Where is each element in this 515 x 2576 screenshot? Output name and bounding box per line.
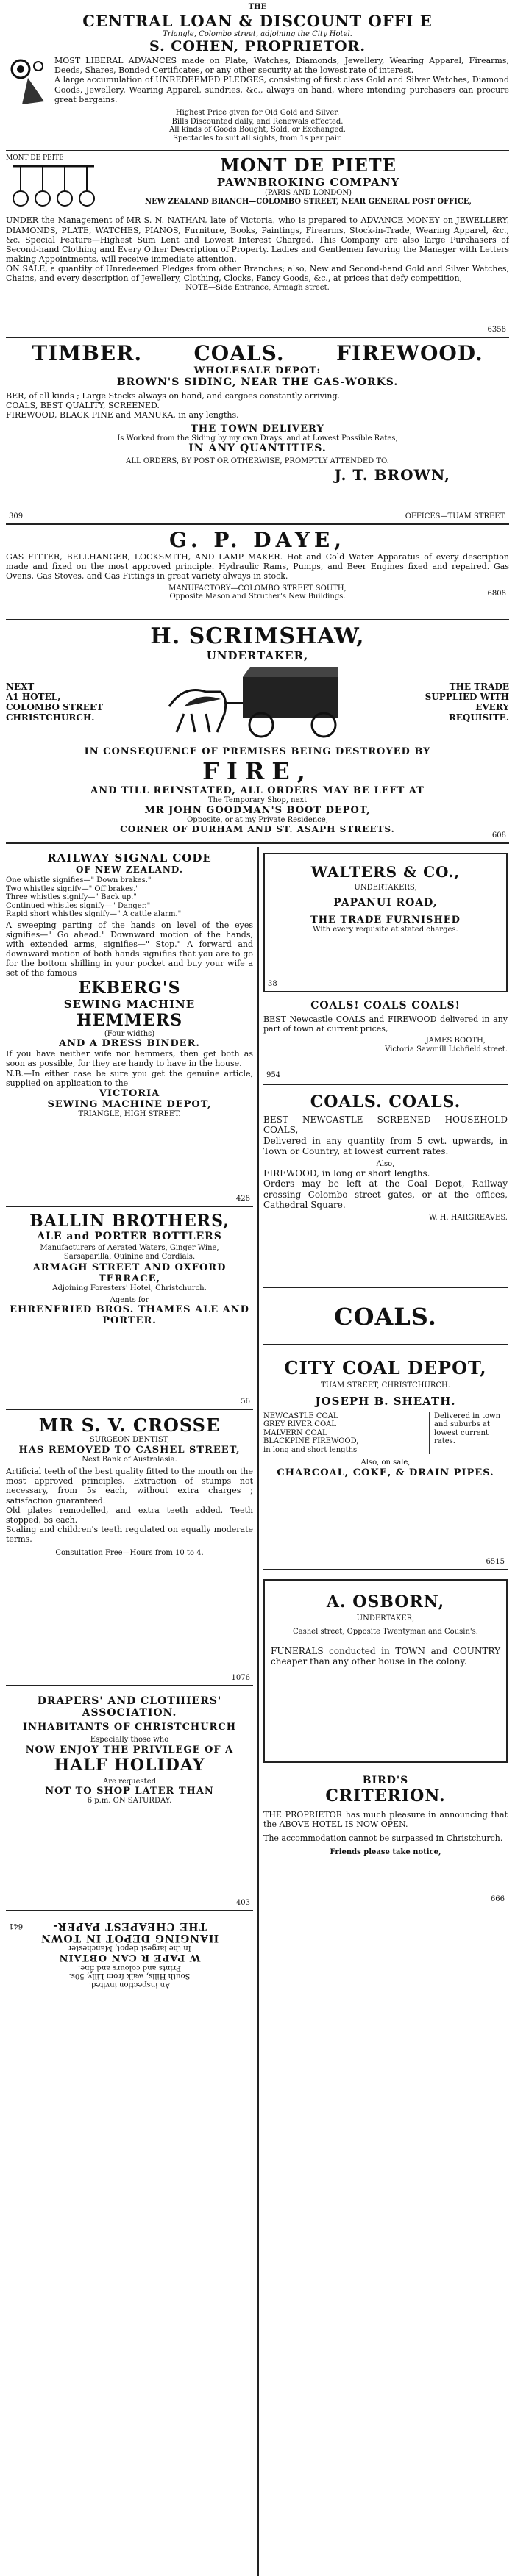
- ad-road: PAPANUI ROAD,: [333, 896, 438, 909]
- ad-title: CITY COAL DEPOT,: [284, 1357, 487, 1378]
- ad-body: UNDER the Management of MR S. N. NATHAN, late of Victoria, who is prepared to ADVANCE MONEY on JEWELLERY, DIAMONDS, PLATE, WATCHES, PIANOS, Furniture, Books, Paintings, Firearms, Stock-in-Trade, Wearing Apparel, &c., &c. Special Feature—Highest Sum Lent and Lowest Interest Charged. This Company are also large Purchasers of Second-hand Clothing and Every Other Description of Property. Ladies and Gentlemen favoring the Manager with Letters making Appointments, will receive immediate attention.: [6, 215, 509, 265]
- ad-victoria: VICTORIA: [99, 1087, 160, 1099]
- ad-body: GAS FITTER, BELLHANGER, LOCKSMITH, AND LAMP MAKER. Hot and Cold Water Apparatus of every description made and fixed on the most approved principle. Hydraulic Rams, Pumps, and Beer Engines fixed and repaired. Gas Ovens, Gas Stoves, and Gas Fittings in great variety always in stock.: [6, 552, 509, 582]
- ad-consult: Consultation Free—Hours from 10 to 4.: [55, 1548, 204, 1557]
- walters-ad: [263, 853, 508, 992]
- ad-name: J. T. BROWN,: [334, 465, 450, 484]
- ad-body-2: Old plates remodelled, and extra teeth added. Teeth stopped, 5s each.: [6, 1505, 253, 1525]
- ad-fire: FIRE,: [202, 757, 313, 785]
- ad-binder: AND A DRESS BINDER.: [59, 1038, 200, 1050]
- ad-body: THE PROPRIETOR has much pleasure in announcing that the ABOVE HOTEL IS NOW OPEN.: [263, 1810, 508, 1830]
- ad-body-2: The accommodation cannot be surpassed in Christchurch.: [263, 1833, 503, 1844]
- ad-machine: SEWING MACHINE: [63, 997, 196, 1011]
- ad-inhabitants: INHABITANTS OF CHRISTCHURCH: [23, 1722, 236, 1733]
- ad-body: Manufacturers of Aerated Waters, Ginger Wine, Sarsaparilla, Quinine and Cordials.: [40, 1244, 219, 1261]
- ad-body: A sweeping parting of the hands on level of the eyes signifies—" Go ahead." Downward motion of the hands, with extended arms, signifies—" Stop." A forward and downward motion of both hands signifies that you are to go for the bottom shilling in your pocket and buy your wife a set of the famous: [6, 920, 253, 978]
- scrimshaw-ad: [6, 623, 509, 844]
- ad-subtitle: PAWNBROKING COMPANY: [216, 176, 400, 189]
- ad-body-2: Delivered in any quantity from 5 cwt. upwards, in Town or Country, at lowest current rates.: [263, 1135, 508, 1157]
- whistle-list: [6, 876, 253, 919]
- ad-name: JOSEPH B. SHEATH.: [315, 1394, 456, 1408]
- coal-lengths: in long and short lengths: [263, 1445, 358, 1454]
- ad-number: 666: [490, 1895, 505, 1903]
- ad-title: COALS.: [334, 1303, 437, 1331]
- ad-name: JAMES BOOTH,: [425, 1037, 486, 1045]
- inverted-line: HANGING DEPOT IN TOWN: [40, 1932, 219, 1944]
- ad-kicker: THE: [248, 3, 267, 11]
- ad-firewood: FIREWOOD, in long or short lengths.: [263, 1168, 430, 1179]
- ad-head: COALS. COALS.: [310, 1092, 461, 1112]
- ad-ehrenfried: EHRENFRIED BROS. THAMES ALE AND PORTER.: [10, 1304, 249, 1326]
- ad-number: 428: [235, 1195, 250, 1203]
- ad-title: FIREWOOD.: [335, 341, 483, 365]
- inverted-line: An inspection invited.: [88, 1981, 171, 1989]
- ad-title: G. P. DAYE,: [168, 528, 346, 552]
- inverted-line: THE CHEAPEST PAPER-: [52, 1920, 207, 1932]
- ad-number: 641: [9, 1922, 24, 1930]
- ad-residence: Opposite, or at my Private Residence,: [187, 815, 328, 824]
- column-divider: [258, 847, 259, 2576]
- central-loan-ad: [6, 3, 509, 151]
- ad-subtitle: UNDERTAKER,: [206, 649, 309, 662]
- ad-note: NOTE—Side Entrance, Armagh street.: [185, 283, 330, 292]
- ad-right: REQUISITE.: [448, 712, 509, 723]
- ad-title: RAILWAY SIGNAL CODE: [47, 851, 212, 865]
- ad-goodman: MR JOHN GOODMAN'S BOOT DEPOT,: [144, 804, 371, 816]
- ad-body: MOST LIBERAL ADVANCES made on Plate, Watches, Diamonds, Jewellery, Wearing Apparel, Firearms, Deeds, Shares, Bonded Certificates, or any other security at the lowest rate of interest.: [54, 56, 509, 76]
- ad-line: FIREWOOD, BLACK PINE and MANUKA, in any lengths.: [6, 410, 239, 421]
- ad-number: 6358: [487, 326, 506, 334]
- ad-number: 6808: [487, 590, 506, 598]
- ad-until: AND TILL REINSTATED, ALL ORDERS MAY BE LEFT AT: [90, 785, 425, 796]
- ad-address: TUAM STREET, CHRISTCHURCH.: [321, 1381, 450, 1389]
- ad-nb: N.B.—In either case be sure you get the genuine article, supplied on application to the: [6, 1068, 253, 1088]
- ad-title: A. OSBORN,: [326, 1592, 445, 1611]
- ad-number: 608: [491, 831, 506, 840]
- jewellery-icon: [6, 56, 50, 109]
- ad-factory: MANUFACTORY—COLOMBO STREET SOUTH,: [168, 584, 347, 593]
- ad-subtitle: UNDERTAKERS,: [354, 884, 417, 892]
- ad-title: H. SCRIMSHAW,: [150, 623, 365, 649]
- ad-body: BEST Newcastle COALS and FIREWOOD delivered in any part of town at current prices,: [263, 1015, 508, 1034]
- inverted-ad: [6, 1916, 253, 2570]
- ad-shop: NOT TO SHOP LATER THAN: [45, 1786, 214, 1797]
- ad-subtitle: SURGEON DENTIST,: [89, 1436, 170, 1444]
- ad-body-3: Scaling and children's teeth regulated on equally moderate terms.: [6, 1525, 253, 1545]
- hargreaves-ad: [263, 1090, 508, 1288]
- daye-ad: [6, 528, 509, 620]
- inverted-line: W PAPE R CAN OBTAIN: [58, 1952, 201, 1964]
- ad-address: Victoria Sawmill Lichfield street.: [385, 1045, 508, 1053]
- whistle-line: Rapid short whistles signify—" A cattle alarm.": [6, 910, 182, 918]
- ad-left: COLOMBO STREET: [6, 702, 103, 712]
- ad-hemmers: HEMMERS: [76, 1010, 183, 1030]
- ad-body: FUNERALS conducted in TOWN and COUNTRY cheaper than any other house in the colony.: [271, 1646, 500, 1667]
- inverted-line: Prints and colours and fine.: [77, 1964, 182, 1972]
- ad-removed: HAS REMOVED TO CASHEL STREET,: [18, 1444, 241, 1456]
- ad-line: COALS, BEST QUALITY, SCREENED.: [6, 401, 160, 411]
- hearse-illustration: [154, 662, 360, 743]
- ad-width: (Four widths): [104, 1029, 155, 1038]
- ad-depot: WHOLESALE DEPOT:: [193, 365, 322, 376]
- ad-worked: Is Worked from the Siding by my own Drays, and at Lowest Possible Rates,: [117, 434, 398, 443]
- ad-subtitle: ALE and PORTER BOTTLERS: [37, 1231, 222, 1242]
- ad-also: Also, on sale,: [360, 1459, 411, 1467]
- ad-orders: Orders may be left at the Coal Depot, Railway crossing Colombo street gates, or at the offices, Cathedral Square.: [263, 1178, 508, 1211]
- ad-offices: OFFICES—TUAM STREET.: [405, 512, 506, 520]
- ad-right: THE TRADE: [449, 681, 509, 693]
- ad-number: 309: [9, 512, 24, 520]
- ad-left: NEXT: [6, 681, 35, 693]
- ad-time: 6 p.m. ON SATURDAY.: [87, 1797, 172, 1805]
- ad-half: HALF HOLIDAY: [54, 1755, 205, 1775]
- ad-adjoin: Adjoining Foresters' Hotel, Christchurch.: [52, 1284, 207, 1292]
- timber-coals-ad: [6, 341, 509, 525]
- ad-right: SUPPLIED WITH: [425, 692, 509, 703]
- ad-delivered: Delivered in town and suburbs at lowest current rates.: [434, 1412, 501, 1445]
- ad-quantity: IN ANY QUANTITIES.: [188, 443, 327, 455]
- whistle-line: One whistle signifies—" Down brakes.": [6, 876, 152, 884]
- ad-number: 56: [241, 1398, 250, 1406]
- birds-ad: [263, 1770, 508, 1954]
- ad-number: 1076: [231, 1674, 250, 1682]
- railway-signal-ad: [6, 847, 253, 1207]
- coal-item: BLACKPINE FIREWOOD,: [263, 1437, 359, 1445]
- ad-line: All kinds of Goods Bought, Sold, or Exchanged.: [169, 126, 346, 134]
- ad-line: Spectacles to suit all sights, from 1s per pair.: [173, 134, 342, 143]
- ad-right: EVERY: [475, 702, 509, 712]
- ad-corner: CORNER OF DURHAM AND ST. ASAPH STREETS.: [120, 824, 395, 834]
- ad-consequence: IN CONSEQUENCE OF PREMISES BEING DESTROYED BY: [84, 746, 431, 757]
- ad-body: Artificial teeth of the best quality fitted to the mouth on the most approved principles. Extraction of stumps not necessary, from 5s each, without extra charges ; satisfaction guaranteed.: [6, 1467, 253, 1506]
- inverted-line: In the largest depot, Manchester: [68, 1944, 191, 1953]
- ad-title: MR S. V. CROSSE: [38, 1414, 221, 1436]
- ad-head: COALS! COALS COALS!: [310, 1000, 461, 1012]
- ad-body-2: If you have neither wife nor hemmers, then get both as soon as possible, for they are handy to have in the house.: [6, 1049, 253, 1069]
- ad-address: TRIANGLE, HIGH STREET.: [78, 1109, 181, 1118]
- ad-body: BEST NEWCASTLE SCREENED HOUSEHOLD COALS,: [263, 1115, 508, 1136]
- ad-number: 6515: [486, 1558, 505, 1566]
- ad-town: THE TOWN DELIVERY: [191, 423, 324, 434]
- ad-opposite: Opposite Mason and Struther's New Buildings.: [169, 593, 346, 601]
- ad-orders: ALL ORDERS, BY POST OR OTHERWISE, PROMPTLY ATTENDED TO.: [126, 457, 389, 466]
- coal-item: MALVERN COAL: [263, 1428, 327, 1437]
- ad-enjoy: NOW ENJOY THE PRIVILEGE OF A: [25, 1744, 234, 1756]
- ad-ekberg: EKBERG'S: [78, 978, 181, 998]
- ad-next: Next Bank of Australasia.: [82, 1455, 177, 1464]
- ad-title: TIMBER.: [32, 341, 143, 365]
- drapers-ad: [6, 1691, 253, 1911]
- ad-left: CHRISTCHURCH.: [6, 712, 95, 723]
- ad-title: BIRD'S: [362, 1775, 409, 1786]
- ad-title: COALS.: [193, 341, 285, 365]
- ad-depot: SEWING MACHINE DEPOT,: [47, 1098, 212, 1110]
- inverted-line: South Hills, walk from Lilly, 50s.: [68, 1972, 191, 1981]
- ad-title: BALLIN BROTHERS,: [29, 1212, 230, 1231]
- whistle-line: Continued whistles signify—" Danger.": [6, 901, 151, 910]
- ad-siding: BROWN'S SIDING, NEAR THE GAS-WORKS.: [116, 376, 399, 388]
- ad-title: CENTRAL LOAN & DISCOUNT OFFI E: [82, 11, 433, 30]
- ad-charcoal: CHARCOAL, COKE, & DRAIN PIPES.: [277, 1467, 494, 1478]
- ad-especially: Especially those who: [90, 1736, 169, 1744]
- ad-notice: With every requisite at stated charges.: [313, 925, 458, 934]
- citycoal-ad: [263, 1350, 508, 1570]
- ad-line: Bills Discounted daily, and Renewals effected.: [171, 117, 344, 126]
- booth-ad: [263, 997, 508, 1085]
- ad-temp: The Temporary Shop, next: [207, 796, 308, 804]
- ballin-ad: [6, 1212, 253, 1410]
- osborn-ad: [263, 1579, 508, 1763]
- ad-subtitle-2: (PARIS AND LONDON): [264, 189, 352, 197]
- ad-name: W. H. HARGREAVES.: [428, 1213, 508, 1222]
- coal-item: GREY RIVER COAL: [263, 1420, 337, 1428]
- crosse-ad: [6, 1414, 253, 1686]
- ad-line: BER, of all kinds ; Large Stocks always on hand, and cargoes constantly arriving.: [6, 391, 341, 401]
- ad-subtitle: UNDERTAKER,: [356, 1614, 415, 1622]
- ad-notice: Friends please take notice,: [330, 1847, 441, 1856]
- ad-title-2: CRITERION.: [325, 1786, 446, 1806]
- ad-left: A1 HOTEL,: [6, 692, 61, 703]
- coals-heading: [263, 1292, 508, 1345]
- whistle-line: Two whistles signify—" Off brakes.": [6, 884, 139, 893]
- ad-agents: Agents for: [110, 1295, 149, 1304]
- mont-de-piete-ad: [6, 154, 509, 338]
- ad-line: Highest Price given for Old Gold and Silver.: [175, 109, 340, 117]
- ad-address: ARMAGH STREET AND OXFORD TERRACE,: [32, 1262, 227, 1284]
- ad-body-2: ON SALE, a quantity of Unredeemed Pledges from other Branches; also, New and Second-hand Gold and Silver Watches, Chains, and every description of Jewellery, Clothing, Clocks, Fancy Goods, &c., at prices that defy competition,: [6, 264, 509, 284]
- ad-requested: Are requested: [102, 1777, 157, 1786]
- ad-title: MONT DE PIETE: [220, 154, 397, 176]
- ad-body-2: A large accumulation of UNREDEEMED PLEDGES, consisting of first class Gold and Silver Watches, Diamond Goods, Jewellery, Wearing Apparel, sundries, &c., always on hand, where intending purchasers can procure great bargains.: [54, 75, 509, 104]
- whistle-line: Three whistles signify—" Back up.": [6, 893, 137, 901]
- ad-number: 38: [268, 980, 277, 988]
- three-balls-icon: [6, 162, 102, 213]
- coal-item: NEWCASTLE COAL: [263, 1412, 338, 1420]
- ad-title: DRAPERS' AND CLOTHIERS' ASSOCIATION.: [37, 1695, 222, 1719]
- ad-address: Triangle, Colombo street, adjoining the City Hotel.: [163, 29, 352, 38]
- ad-title: WALTERS & CO.,: [310, 863, 461, 881]
- ad-title-2: OF NEW ZEALAND.: [75, 865, 183, 875]
- ad-address: Cashel street, Opposite Twentyman and Cousin's.: [293, 1627, 478, 1636]
- logo-text: MONT DE PEITE: [6, 154, 64, 162]
- ad-number: 403: [235, 1899, 250, 1907]
- ad-trade: THE TRADE FURNISHED: [310, 914, 461, 926]
- ad-proprietor: S. COHEN, PROPRIETOR.: [149, 38, 366, 54]
- ad-number: 954: [266, 1071, 281, 1079]
- ad-branch: NEW ZEALAND BRANCH—COLOMBO STREET, NEAR GENERAL POST OFFICE,: [145, 197, 472, 206]
- pawnbroker-logo: [6, 154, 102, 213]
- ad-also: Also,: [376, 1159, 395, 1168]
